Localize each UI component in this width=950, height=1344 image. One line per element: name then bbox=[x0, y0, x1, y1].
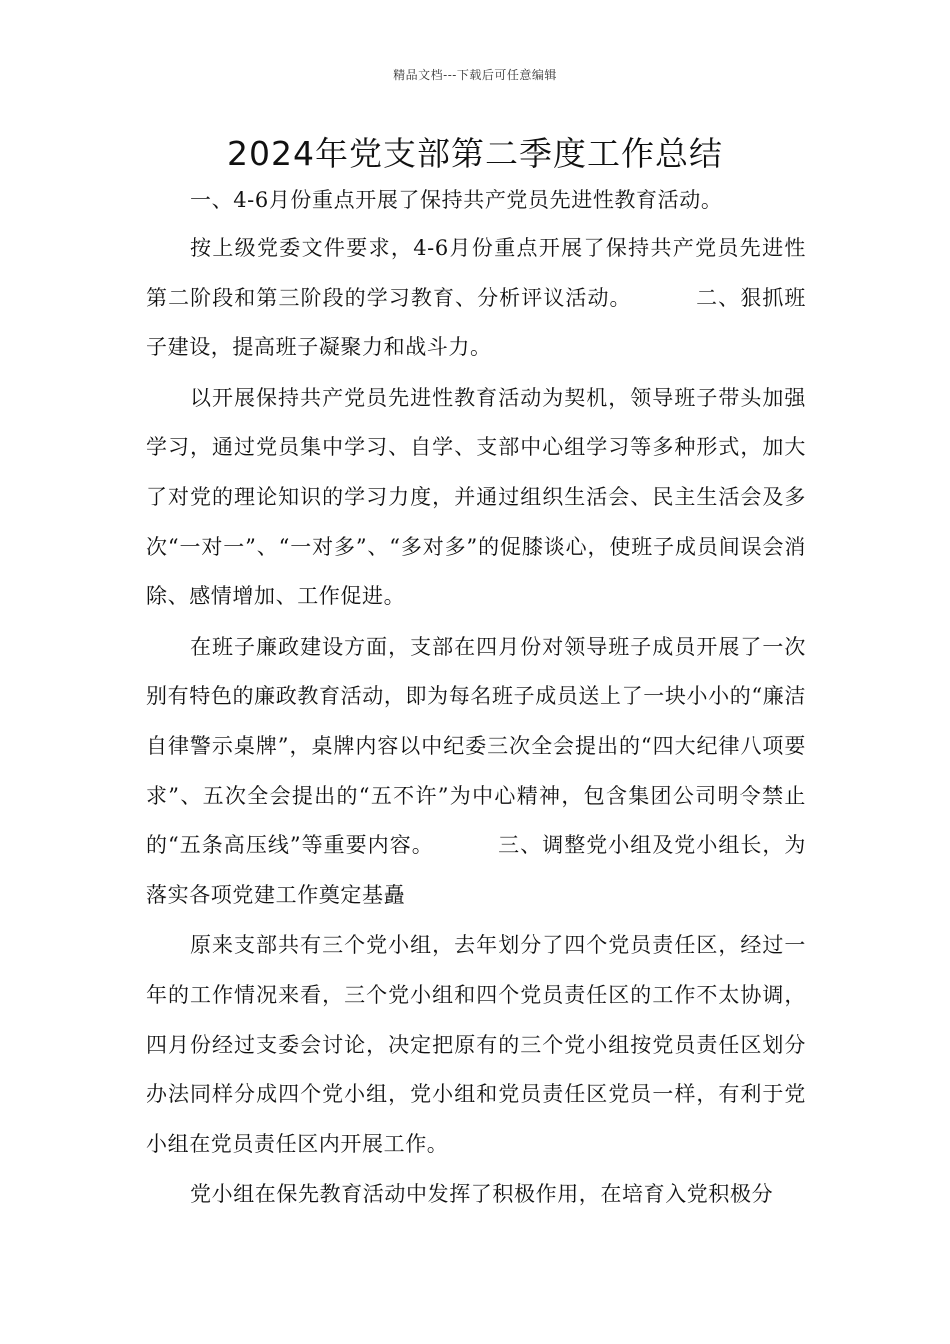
header-note: 精品文档---下载后可任意编辑 bbox=[393, 68, 557, 82]
paragraph-5: 党小组在保先教育活动中发挥了积极作用，在培育入党积极分 bbox=[190, 1182, 774, 1207]
section-2-heading: 二、狠抓班子建设，提高班子凝聚力和战斗力。 bbox=[146, 285, 806, 360]
section-3-heading: 三、调整党小组及党小组长，为落实各项党建工作奠定基矗 bbox=[146, 833, 806, 907]
paragraph-4: 原来支部共有三个党小组，去年划分了四个党员责任区，经过一年的工作情况来看，三个党小组和四个党员责任区的工作不太协调，四月份经过支委会讨论，决定把原有的三个党小组按党员责任区划分办法同样分成四个党小组，党小组和党员责任区党员一样，有利于党小组在党员责任区内开展工作。 bbox=[146, 933, 806, 1156]
paragraph-section-1-heading: 一、4-6月份重点开展了保持共产党员先进性教育活动。 bbox=[190, 188, 723, 212]
document-body bbox=[146, 176, 806, 1221]
paragraph-1: 按上级党委文件要求，4-6月份重点开展了保持共产党员先进性第二阶段和第三阶段的学习教育、分析评议活动。 二、狠抓班子建设，提高班子凝聚力和战斗力。 bbox=[146, 236, 806, 360]
paragraph-2: 以开展保持共产党员先进性教育活动为契机，领导班子带头加强学习，通过党员集中学习、自学、支部中心组学习等多种形式，加大了对党的理论知识的学习力度，并通过组织生活会、民主生活会及多次“一对一”、“一对多”、“多对多”的促膝谈心，使班子成员间误会消除、感情增加、工作促进。 bbox=[146, 385, 806, 609]
document-title: 2024年党支部第二季度工作总结 bbox=[227, 134, 723, 173]
paragraph-3: 在班子廉政建设方面，支部在四月份对领导班子成员开展了一次别有特色的廉政教育活动，即为每名班子成员送上了一块小小的“廉洁自律警示桌牌”，桌牌内容以中纪委三次全会提出的“四大纪律八项要求”、五次全会提出的“五不许”为中心精神，包含集团公司明令禁止的“五条高压线”等重要内容。 三、调整党小组及党小组长，为落实各项党建工作奠定基矗 bbox=[146, 634, 806, 907]
